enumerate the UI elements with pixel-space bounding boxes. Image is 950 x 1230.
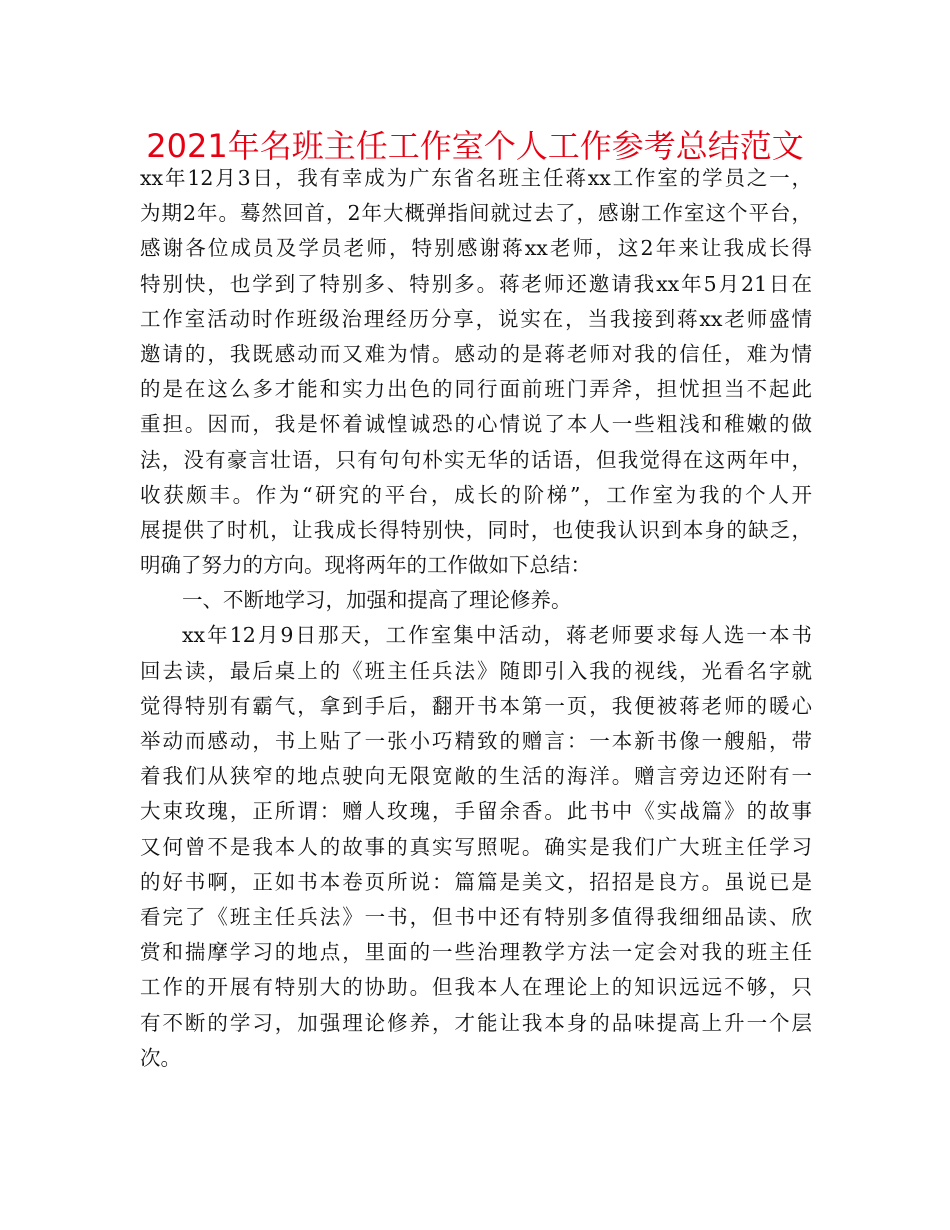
text-line: 大束玫瑰，正所谓：赠人玫瑰，手留余香。此书中《实战篇》的故事 [140,799,812,824]
text-line: 明确了努力的方向。现将两年的工作做如下总结： [140,553,591,578]
section-heading: 一、不断地学习，加强和提高了理论修养。 [182,588,572,613]
text-line: 次。 [140,1045,181,1070]
document-title: 2021年名班主任工作室个人工作参考总结范文 [146,127,804,165]
text-line: 感谢各位成员及学员老师，特别感谢蒋xx老师，这2年来让我成长得 [140,236,812,261]
text-line: 的是在这么多才能和实力出色的同行面前班门弄斧，担忧担当不起此 [140,377,812,402]
paragraph-reading [140,618,812,1075]
text-line: 又何曾不是我本人的故事的真实写照呢。确实是我们广大班主任学习 [140,834,812,859]
paragraph-intro [140,161,812,583]
text-line: xx年12月9日那天，工作室集中活动，蒋老师要求每人选一本书 [182,623,812,648]
text-line: 觉得特别有霸气，拿到手后，翻开书本第一页，我便被蒋老师的暖心 [140,693,812,718]
text-line: 重担。因而，我是怀着诚惶诚恐的心情说了本人一些粗浅和稚嫩的做 [140,412,812,437]
text-line: 为期2年。蓦然回首，2年大概弹指间就过去了，感谢工作室这个平台， [140,201,812,226]
text-line: 展提供了时机，让我成长得特别快，同时，也使我认识到本身的缺乏， [140,517,812,542]
text-line: 看完了《班主任兵法》一书，但书中还有特别多值得我细细品读、欣 [140,904,812,929]
text-line: 工作的开展有特别大的协助。但我本人在理论上的知识远远不够，只 [140,975,812,1000]
text-line: 的好书啊，正如书本卷页所说：篇篇是美文，招招是良方。虽说已是 [140,869,812,894]
text-line: 赏和揣摩学习的地点，里面的一些治理教学方法一定会对我的班主任 [140,940,812,965]
document-body [140,161,812,1076]
text-line: 工作室活动时作班级治理经历分享，说实在，当我接到蒋xx老师盛情 [140,306,812,331]
text-line: 收获颇丰。作为“研究的平台，成长的阶梯”，工作室为我的个人开 [140,482,812,507]
text-line: 有不断的学习，加强理论修养，才能让我本身的品味提高上升一个层 [140,1010,812,1035]
text-line: 特别快，也学到了特别多、特别多。蒋老师还邀请我xx年5月21日在 [140,271,812,296]
text-line: 回去读，最后桌上的《班主任兵法》随即引入我的视线，光看名字就 [140,658,812,683]
text-line: 着我们从狭窄的地点驶向无限宽敞的生活的海洋。赠言旁边还附有一 [140,764,812,789]
text-line: 法，没有豪言壮语，只有句句朴实无华的话语，但我觉得在这两年中， [140,447,812,472]
text-line: 邀请的，我既感动而又难为情。感动的是蒋老师对我的信任，难为情 [140,341,812,366]
text-line: 举动而感动，书上贴了一张小巧精致的赠言：一本新书像一艘船，带 [140,729,812,753]
section-heading-paragraph [140,583,812,618]
text-line: xx年12月3日，我有幸成为广东省名班主任蒋xx工作室的学员之一， [140,166,812,190]
